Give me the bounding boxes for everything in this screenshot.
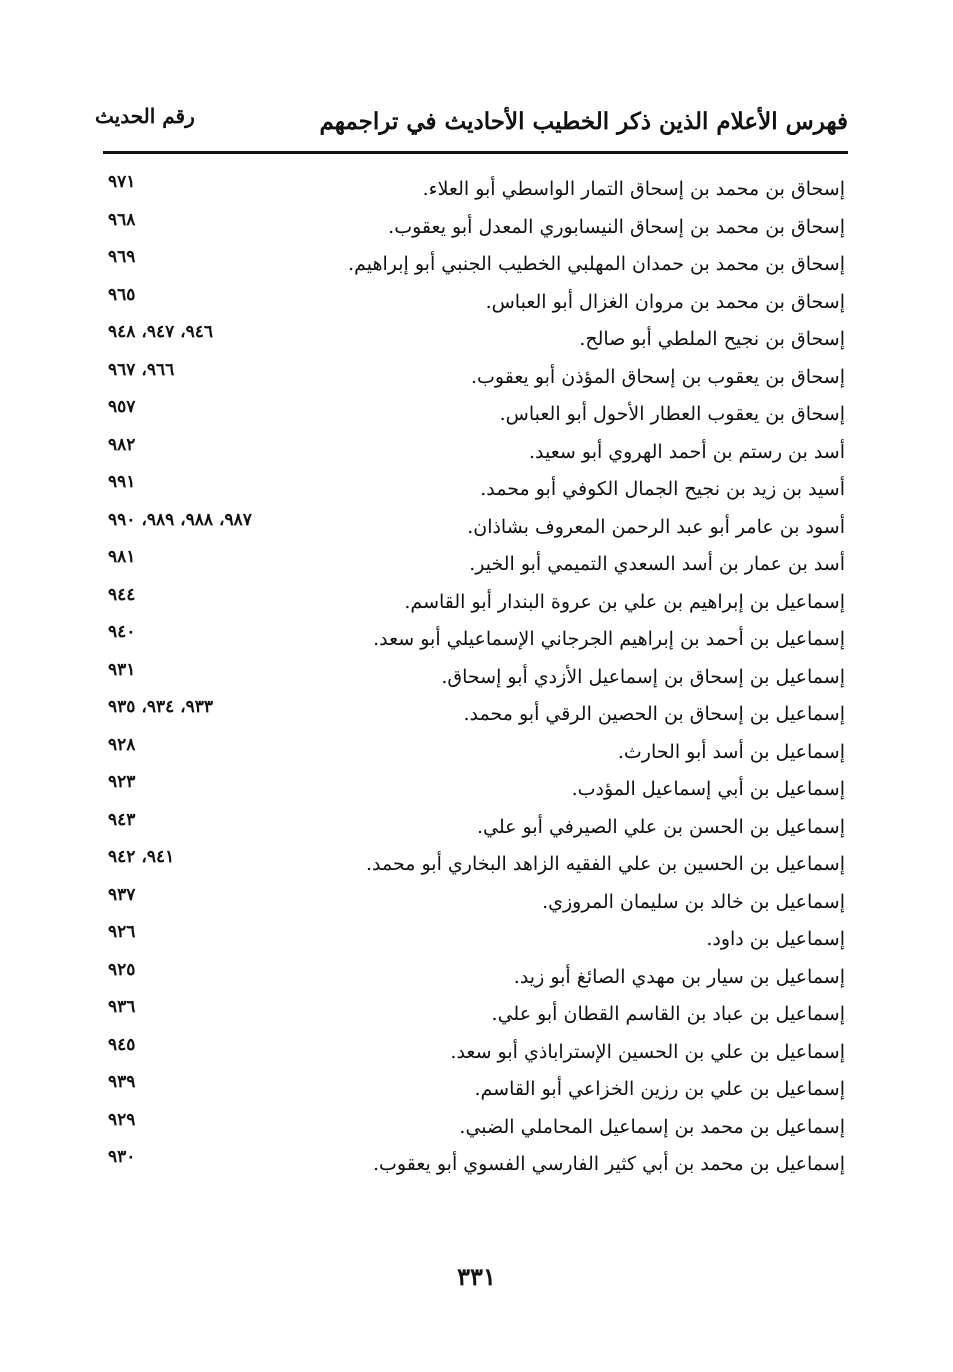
entry-hadith-numbers: ٩٦٦، ٩٦٧: [108, 359, 175, 380]
list-item: [100, 845, 845, 883]
page-number: ٣٣١: [457, 1262, 496, 1291]
entry-name: إسماعيل بن عباد بن القاسم القطان أبو علي.: [491, 1003, 845, 1025]
list-item: [100, 320, 845, 358]
entry-list: [100, 170, 845, 1183]
index-title: فهرس الأعلام الذين ذكر الخطيب الأحاديث في تراجمهم: [319, 108, 848, 135]
entry-hadith-numbers: ٩٦٩: [108, 247, 136, 267]
entry-name: إسحاق بن محمد بن إسحاق التمار الواسطي أبو العلاء.: [422, 178, 845, 200]
entry-name: إسماعيل بن أحمد بن إبراهيم الجرجاني الإسماعيلي أبو سعد.: [373, 628, 845, 650]
entry-name: أسد بن رستم بن أحمد الهروي أبو سعيد.: [529, 440, 845, 463]
entry-name: إسحاق بن يعقوب بن إسحاق المؤذن أبو يعقوب.: [470, 365, 845, 388]
list-item: [100, 358, 845, 396]
entry-name: إسماعيل بن إسحاق بن إسماعيل الأزدي أبو إسحاق.: [441, 665, 845, 688]
entry-name: إسحاق بن محمد بن حمدان المهلبي الخطيب الجنبي أبو إبراهيم.: [348, 253, 845, 275]
entry-hadith-numbers: ٩٤٤: [108, 584, 136, 605]
entry-name: إسماعيل بن أبي إسماعيل المؤدب.: [571, 778, 845, 800]
entry-hadith-numbers: ٩٣٣، ٩٣٤، ٩٣٥: [108, 697, 214, 717]
entry-hadith-numbers: ٩٨٢: [108, 434, 136, 455]
entry-hadith-numbers: ٩٣٠: [108, 1147, 136, 1167]
entry-hadith-numbers: ٩٣٧: [108, 884, 136, 905]
entry-name: إسحاق بن يعقوب العطار الأحول أبو العباس.: [499, 403, 845, 425]
entry-name: إسحاق بن نجيح الملطي أبو صالح.: [579, 328, 845, 350]
entry-hadith-numbers: ٩٦٨: [108, 209, 136, 230]
entry-name: إسماعيل بن الحسين بن علي الفقيه الزاهد البخاري أبو محمد.: [366, 853, 845, 875]
entry-hadith-numbers: ٩٨١: [108, 547, 136, 567]
list-item: [100, 545, 845, 583]
list-item: [100, 1145, 845, 1183]
entry-name: أسيد بن زيد بن نجيح الجمال الكوفي أبو محمد.: [480, 478, 845, 500]
entry-hadith-numbers: ٩٤٦، ٩٤٧، ٩٤٨: [108, 322, 214, 342]
list-item: [100, 920, 845, 958]
list-item: [100, 245, 845, 283]
list-item: [100, 620, 845, 658]
entry-name: إسماعيل بن علي بن الحسين الإستراباذي أبو سعد.: [450, 1040, 845, 1063]
list-item: [100, 883, 845, 921]
list-item: [100, 808, 845, 846]
list-item: [100, 208, 845, 246]
list-item: [100, 583, 845, 621]
entry-hadith-numbers: ٩٤٥: [108, 1034, 136, 1055]
list-item: [100, 283, 845, 321]
entry-hadith-numbers: ٩٨٧، ٩٨٨، ٩٨٩، ٩٩٠: [108, 509, 252, 530]
list-item: [100, 958, 845, 996]
list-item: [100, 433, 845, 471]
entry-hadith-numbers: ٩٢٣: [108, 772, 136, 792]
header-divider: [103, 151, 848, 154]
entry-name: إسماعيل بن علي بن رزين الخزاعي أبو القاسم.: [474, 1078, 845, 1100]
entry-hadith-numbers: ٩٤٠: [108, 622, 136, 642]
entry-name: إسماعيل بن محمد بن إسماعيل المحاملي الضبي.: [459, 1115, 845, 1138]
entry-name: أسود بن عامر أبو عبد الرحمن المعروف بشاذان.: [467, 515, 845, 538]
list-item: [100, 470, 845, 508]
entry-hadith-numbers: ٩٦٥: [108, 284, 136, 305]
entry-hadith-numbers: ٩٢٨: [108, 734, 136, 755]
entry-name: إسماعيل بن أسد أبو الحارث.: [617, 740, 845, 763]
entry-hadith-numbers: ٩٣٦: [108, 997, 136, 1017]
list-item: [100, 770, 845, 808]
entry-name: إسحاق بن محمد بن إسحاق النيسابوري المعدل أبو يعقوب.: [388, 215, 845, 238]
entry-name: إسماعيل بن الحسن بن علي الصيرفي أبو علي.: [477, 815, 845, 838]
entry-hadith-numbers: ٩٤٣: [108, 809, 136, 830]
list-item: [100, 733, 845, 771]
list-item: [100, 695, 845, 733]
list-item: [100, 1070, 845, 1108]
entry-hadith-numbers: ٩٥٧: [108, 397, 136, 417]
list-item: [100, 995, 845, 1033]
list-item: [100, 395, 845, 433]
entry-name: إسحاق بن محمد بن مروان الغزال أبو العباس.: [485, 290, 845, 313]
entry-hadith-numbers: ٩٩١: [108, 472, 136, 492]
entry-hadith-numbers: ٩٢٩: [108, 1109, 136, 1130]
entry-name: إسماعيل بن إبراهيم بن علي بن عروة البندار أبو القاسم.: [404, 590, 845, 613]
entry-name: أسد بن عمار بن أسد السعدي التميمي أبو الخير.: [469, 553, 845, 575]
entry-hadith-numbers: ٩٧١: [108, 172, 136, 192]
entry-name: إسماعيل بن محمد بن أبي كثير الفارسي الفسوي أبو يعقوب.: [373, 1153, 845, 1175]
entry-hadith-numbers: ٩٢٥: [108, 959, 136, 980]
entry-name: إسماعيل بن داود.: [706, 928, 845, 950]
list-item: [100, 508, 845, 546]
page-header: [95, 100, 848, 150]
entry-name: إسماعيل بن إسحاق بن الحصين الرقي أبو محمد.: [463, 703, 845, 725]
list-item: [100, 658, 845, 696]
list-item: [100, 170, 845, 208]
hadith-number-column-label: رقم الحديث: [95, 104, 195, 128]
entry-name: إسماعيل بن سيار بن مهدي الصائغ أبو زيد.: [513, 965, 845, 988]
entry-hadith-numbers: ٩٣١: [108, 659, 136, 680]
entry-hadith-numbers: ٩٣٩: [108, 1072, 136, 1092]
entry-name: إسماعيل بن خالد بن سليمان المروزي.: [542, 890, 845, 913]
list-item: [100, 1108, 845, 1146]
entry-hadith-numbers: ٩٢٦: [108, 922, 136, 942]
entry-hadith-numbers: ٩٤١، ٩٤٢: [108, 847, 175, 867]
list-item: [100, 1033, 845, 1071]
